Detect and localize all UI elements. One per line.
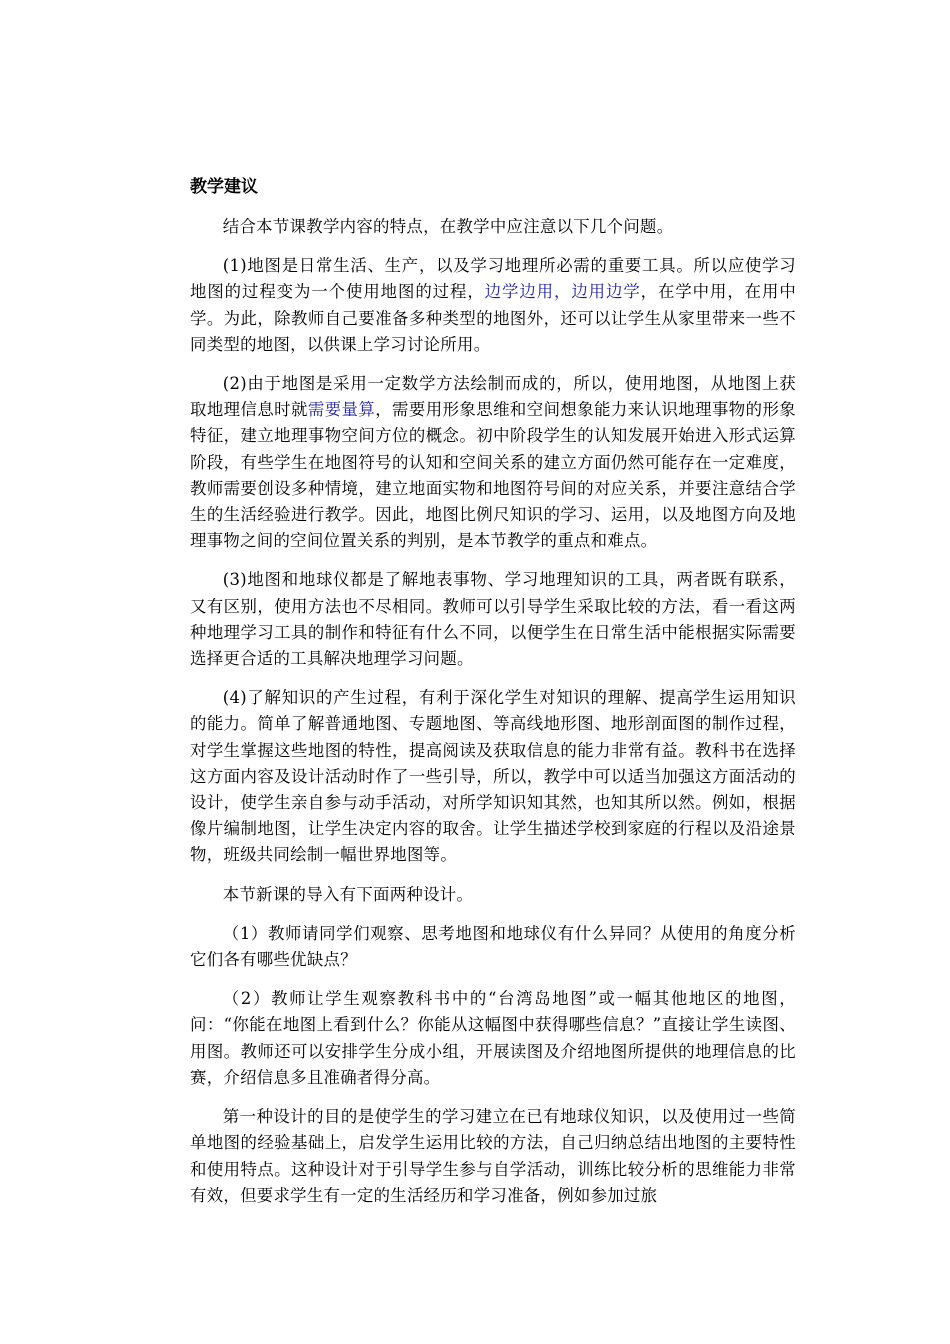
intro-design-paragraph: 本节新课的导入有下面两种设计。 (222, 884, 474, 904)
section-heading: 教学建议 (190, 177, 258, 197)
design-analysis-paragraph: 第一种设计的目的是使学生的学习建立在已有地球仪知识，以及使用过一些简单地图的经验基础上，启发学生运用比较的方法，自己归纳总结出地图的主要特性和使用特点。这种设计对于引导学生参与自学活动，训练比较分析的思维能力非常有效，但要求学生有一定的生活经历和学习准备，例如参加过旅 (190, 1107, 796, 1205)
point-2-text-after: ，需要用形象思维和空间想象能力来认识地理事物的形象特征，建立地理事物空间方位的概念。初中阶段学生的认知发展开始进入形式运算阶段，有些学生在地图符号的认知和空间关系的建立方面仍然可能存在一定难度，教师需要创设多种情境，建立地面实物和地图符号间的对应关系，并要注意结合学生的生活经验进行教学。因此，地图比例尺知识的学习、运用，以及地图方向及地理事物之间的空间位置关系的判别，是本节教学的重点和难点。 (190, 400, 796, 551)
point-2-paragraph (190, 371, 796, 554)
point-2-link[interactable]: 需要量算 (307, 400, 376, 420)
point-1-link[interactable]: 边学边用，边用边学 (484, 282, 641, 302)
point-1-paragraph (190, 253, 796, 358)
design-1-paragraph: （1）教师请同学们观察、思考地图和地球仪有什么异同？从使用的角度分析它们各有哪些优缺点？ (190, 923, 796, 970)
document-page (190, 174, 796, 1222)
design-2-paragraph: （2）教师让学生观察教科书中的“台湾岛地图”或一幅其他地区的地图，问：“你能在地图上看到什么？你能从这幅图中获得哪些信息？”直接让学生读图、用图。教师还可以安排学生分成小组，开展读图及介绍地图所提供的地理信息的比赛，介绍信息多且准确者得分高。 (190, 989, 796, 1087)
point-4-paragraph: (4)了解知识的产生过程，有利于深化学生对知识的理解、提高学生运用知识的能力。简单了解普通地图、专题地图、等高线地形图、地形剖面图的制作过程，对学生掌握这些地图的特性，提高阅读及获取信息的能力非常有益。教科书在选择这方面内容及设计活动时作了一些引导，所以，教学中可以适当加强这方面活动的设计，使学生亲自参与动手活动，对所学知识知其然，也知其所以然。例如，根据像片编制地图，让学生决定内容的取舍。让学生描述学校到家庭的行程以及沿途景物，班级共同绘制一幅世界地图等。 (190, 688, 796, 865)
intro-paragraph: 结合本节课教学内容的特点，在教学中应注意以下几个问题。 (222, 217, 674, 236)
point-1-text-after: ，在学中用，在用中学。为此，除教师自己要准备多种类型的地图外，还可以让学生从家里带来一些不同类型的地图，以供课上学习讨论所用。 (190, 282, 797, 354)
point-3-paragraph: (3)地图和地球仪都是了解地表事物、学习地理知识的工具，两者既有联系，又有区别，使用方法也不尽相同。教师可以引导学生采取比较的方法，看一看这两种地理学习工具的制作和特征有什么不同，以便学生在日常生活中能根据实际需要选择更合适的工具解决地理学习问题。 (190, 570, 796, 669)
point-2-text-before: (2)由于地图是采用一定数学方法绘制而成的，所以，使用地图，从地图上获取地理信息时就 (190, 374, 796, 420)
point-1-text-before: (1)地图是日常生活、生产，以及学习地理所必需的重要工具。所以应使学习地图的过程变为一个使用地图的过程， (190, 256, 796, 302)
